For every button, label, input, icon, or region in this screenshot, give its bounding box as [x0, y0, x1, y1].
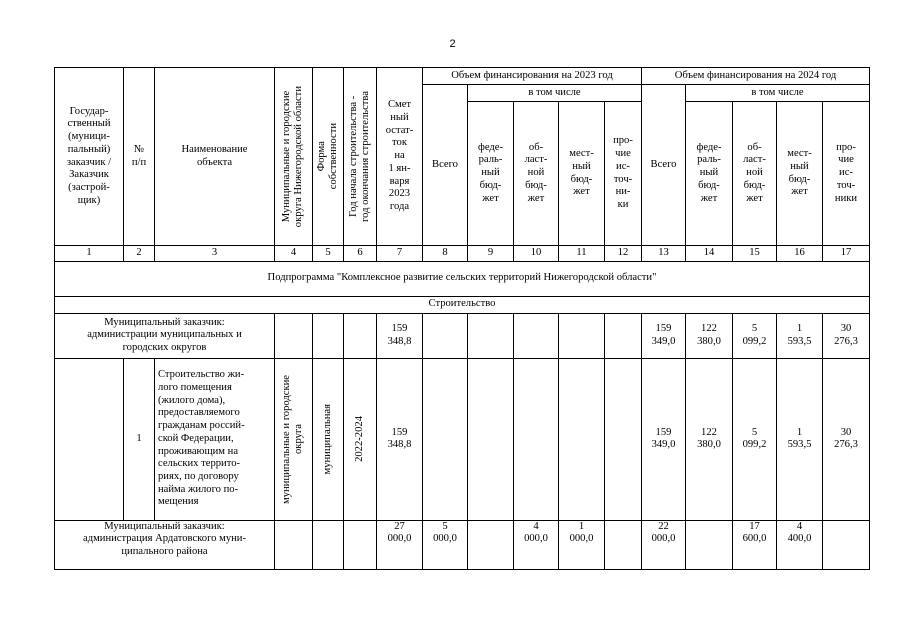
header-other-2023: про- чие ис- точ- ни- ки — [605, 102, 642, 246]
federal-2024-value: 122 380,0 — [686, 313, 733, 358]
column-number: 7 — [377, 246, 423, 262]
header-municipal-districts: Муниципальные и городские округа Нижегородской области — [275, 68, 313, 246]
header-regional-2024: об- ласт- ной бюд- жет — [733, 102, 777, 246]
header-local-2024: мест- ный бюд- жет — [777, 102, 823, 246]
regional-2024-value: 5 099,2 — [733, 358, 777, 520]
local-2024-value: 4 400,0 — [777, 520, 823, 569]
column-number: 2 — [124, 246, 155, 262]
total-2023-value: 5 000,0 — [423, 520, 468, 569]
column-number: 1 — [55, 246, 124, 262]
header-regional-2023: об- ласт- ной бюд- жет — [514, 102, 559, 246]
financing-table — [54, 67, 870, 570]
subprogram-title: Подпрограмма "Комплексное развитие сельских территорий Нижегородской области" — [55, 261, 870, 296]
header-estimated-remaining: Смет ный остат- ток на 1 ян- варя 2023 года — [377, 68, 423, 246]
other-2024-value: 30 276,3 — [823, 358, 870, 520]
column-number: 14 — [686, 246, 733, 262]
table-row — [55, 358, 870, 520]
header-federal-2023: феде- раль- ный бюд- жет — [468, 102, 514, 246]
column-numbers-row — [55, 246, 870, 262]
page-number: 2 — [449, 38, 456, 50]
total-2024-value: 159 349,0 — [642, 313, 686, 358]
local-2023-value: 1 000,0 — [559, 520, 605, 569]
object-number: 1 — [124, 358, 155, 520]
section-title: Строительство — [55, 296, 870, 313]
header-total-2023: Всего — [423, 85, 468, 246]
header-ownership-form: Форма собственности — [313, 68, 344, 246]
header-financing-2023: Объем финансирования на 2023 год — [423, 68, 642, 85]
header-object-name: Наименование объекта — [155, 68, 275, 246]
column-number: 17 — [823, 246, 870, 262]
object-construction-years: 2022-2024 — [344, 358, 377, 520]
column-number: 5 — [313, 246, 344, 262]
header-local-2023: мест- ный бюд- жет — [559, 102, 605, 246]
total-2024-value: 159 349,0 — [642, 358, 686, 520]
column-number: 16 — [777, 246, 823, 262]
estimated-remaining-value: 159 348,8 — [377, 313, 423, 358]
header-other-2024: про- чие ис- точ- ники — [823, 102, 870, 246]
customer-label: Муниципальный заказчик: администрация Ардатовского муни- ципального района — [55, 520, 275, 569]
column-number: 8 — [423, 246, 468, 262]
header-including-2024: в том числе — [686, 85, 870, 102]
regional-2023-value: 4 000,0 — [514, 520, 559, 569]
local-2024-value: 1 593,5 — [777, 358, 823, 520]
other-2024-value: 30 276,3 — [823, 313, 870, 358]
federal-2024-value: 122 380,0 — [686, 358, 733, 520]
estimated-remaining-value: 27 000,0 — [377, 520, 423, 569]
column-number: 15 — [733, 246, 777, 262]
header-customer: Государ- ственный (муници- пальный) заказчик / Заказчик (застрой- щик) — [55, 68, 124, 246]
header-total-2024: Всего — [642, 85, 686, 246]
column-number: 4 — [275, 246, 313, 262]
object-name: Строительство жи- лого помещения (жилого дома), предоставляемого гражданам россий- ской Федерации, проживающим на сельских террито- риях, по договору найма жилого по- мещения — [155, 358, 275, 520]
estimated-remaining-value: 159 348,8 — [377, 358, 423, 520]
column-number: 11 — [559, 246, 605, 262]
column-number: 10 — [514, 246, 559, 262]
header-including-2023: в том числе — [468, 85, 642, 102]
regional-2024-value: 17 600,0 — [733, 520, 777, 569]
header-financing-2024: Объем финансирования на 2024 год — [642, 68, 870, 85]
object-municipal-districts: муниципальные и городские округа — [275, 358, 313, 520]
table-row — [55, 520, 870, 569]
header-federal-2024: феде- раль- ный бюд- жет — [686, 102, 733, 246]
customer-label: Муниципальный заказчик: администрации муниципальных и городских округов — [55, 313, 275, 358]
column-number: 9 — [468, 246, 514, 262]
column-number: 6 — [344, 246, 377, 262]
total-2024-value: 22 000,0 — [642, 520, 686, 569]
column-number: 3 — [155, 246, 275, 262]
column-number: 13 — [642, 246, 686, 262]
object-ownership-form: муниципальная — [313, 358, 344, 520]
header-number: № п/п — [124, 68, 155, 246]
local-2024-value: 1 593,5 — [777, 313, 823, 358]
table-row — [55, 313, 870, 358]
regional-2024-value: 5 099,2 — [733, 313, 777, 358]
header-construction-years: Год начала строительства - год окончания строительства — [344, 68, 377, 246]
column-number: 12 — [605, 246, 642, 262]
